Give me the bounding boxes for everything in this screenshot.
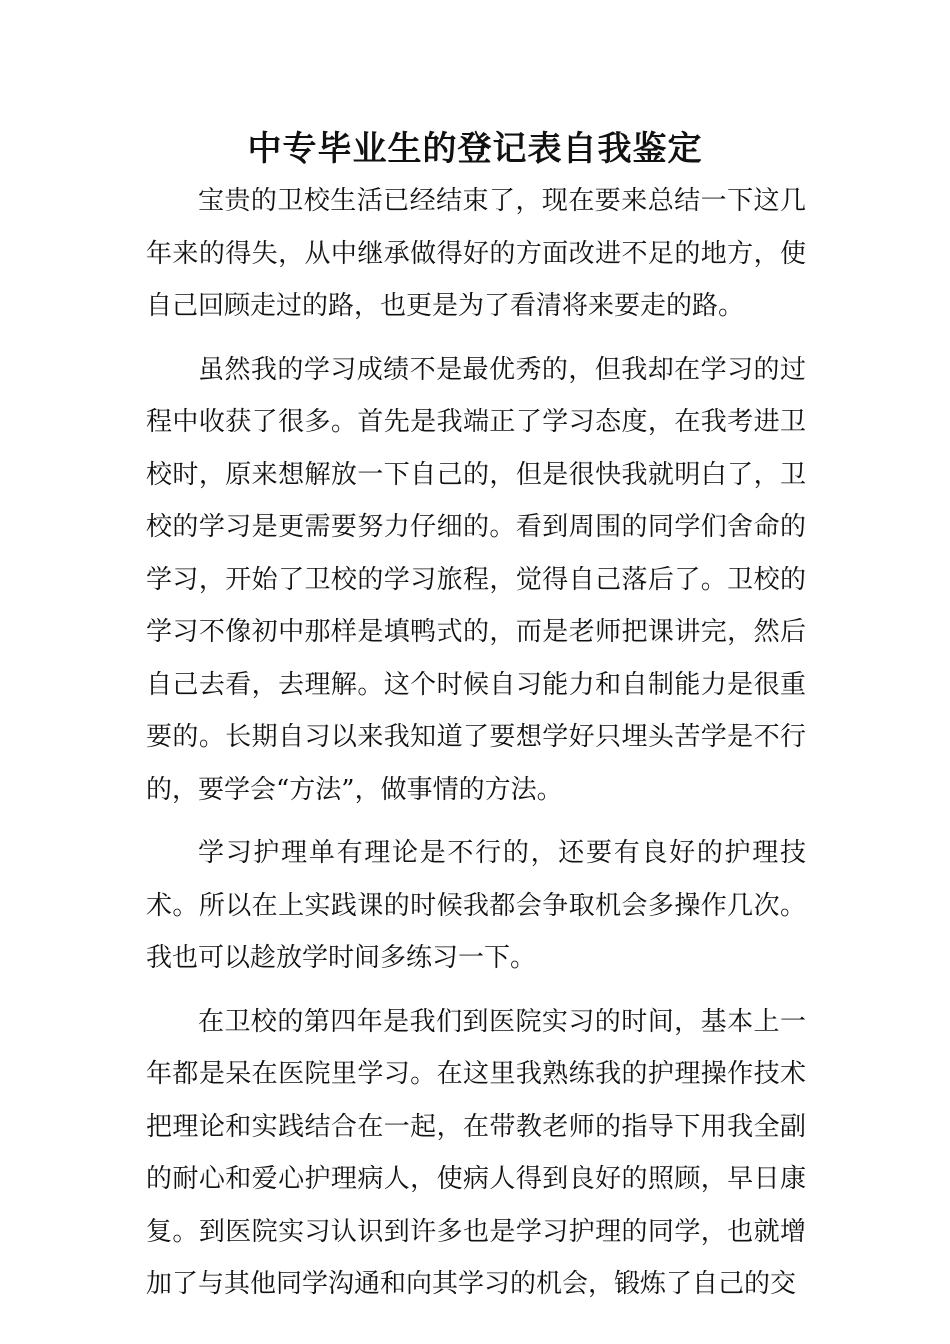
paragraph-3: 学习护理单有理论是不行的，还要有良好的护理技术。所以在上实践课的时候我都会争取机会多操作几次。我也可以趁放学时间多练习一下。 bbox=[146, 838, 806, 973]
paragraph-2: 虽然我的学习成绩不是最优秀的，但我却在学习的过程中收获了很多。首先是我端正了学习态度，在我考进卫校时，原来想解放一下自己的，但是很快我就明白了，卫校的学习是更需要努力仔细的。看到周围的同学们舍命的学习，开始了卫校的学习旅程，觉得自己落后了。卫校的学习不像初中那样是填鸭式的，而是老师把课讲完，然后自己去看，去理解。这个时候自习能力和自制能力是很重要的。长期自习以来我知道了要想学好只埋头苦学是不行的，要学会“方法”，做事情的方法。 bbox=[146, 354, 806, 805]
document-body bbox=[146, 175, 806, 1311]
paragraph-1: 宝贵的卫校生活已经结束了，现在要来总结一下这几年来的得失，从中继承做得好的方面改进不足的地方，使自己回顾走过的路，也更是为了看清将来要走的路。 bbox=[146, 186, 806, 321]
paragraph-4: 在卫校的第四年是我们到医院实习的时间，基本上一年都是呆在医院里学习。在这里我熟练我的护理操作技术把理论和实践结合在一起，在带教老师的指导下用我全副的耐心和爱心护理病人，使病人得到良好的照顾，早日康复。到医院实习认识到许多也是学习护理的同学，也就增加了与其他同学沟通和向其学习的机会，锻炼了自己的交 bbox=[146, 1006, 806, 1299]
document-title: 中专毕业生的登记表自我鉴定 bbox=[247, 129, 703, 169]
